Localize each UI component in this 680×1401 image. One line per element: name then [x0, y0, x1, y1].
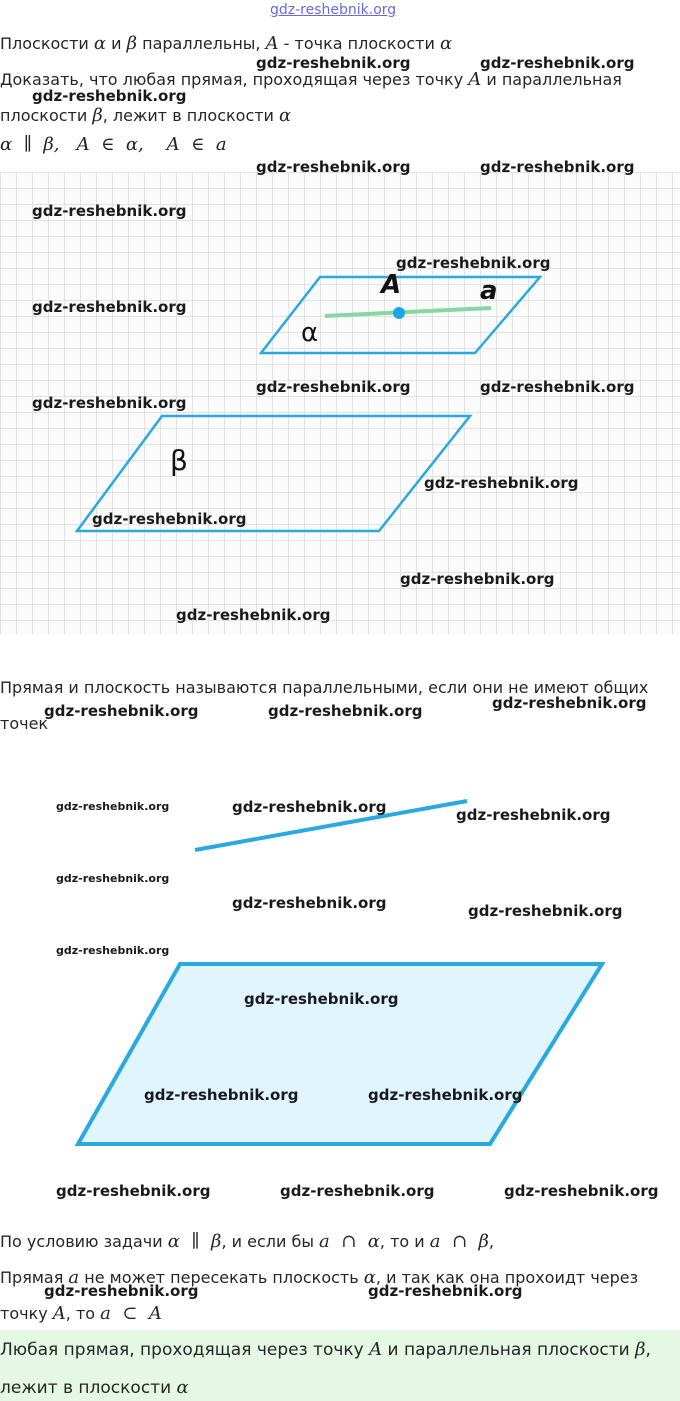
- watermark: gdz-reshebnik.org: [232, 798, 387, 816]
- watermark: gdz-reshebnik.org: [44, 1282, 199, 1300]
- statement-text: - точка плоскости: [278, 34, 440, 53]
- watermark: gdz-reshebnik.org: [368, 1086, 523, 1104]
- watermark: gdz-reshebnik.org: [480, 54, 635, 72]
- conclusion-text: , и так как она прохоидт через: [375, 1268, 639, 1287]
- alpha-symbol: α: [363, 1267, 376, 1288]
- condition-text: , и если бы: [221, 1232, 320, 1251]
- alpha-symbol: α: [279, 105, 292, 126]
- conclusion-line-2: [0, 1304, 162, 1324]
- alpha-symbol: α: [439, 33, 453, 54]
- watermark: gdz-reshebnik.org: [424, 474, 579, 492]
- watermark: gdz-reshebnik.org: [56, 944, 170, 957]
- watermark: gdz-reshebnik.org: [32, 202, 187, 220]
- watermark: gdz-reshebnik.org: [396, 254, 551, 272]
- condition-formula: a ∩ β: [429, 1231, 489, 1252]
- beta-symbol: β: [92, 105, 103, 126]
- condition-text: ,: [488, 1232, 494, 1251]
- conclusion-text: , то: [65, 1304, 101, 1323]
- condition-line: [0, 1232, 494, 1252]
- watermark: gdz-reshebnik.org: [56, 872, 170, 885]
- watermark: gdz-reshebnik.org: [368, 1282, 523, 1300]
- statement-text: Плоскости: [0, 34, 94, 53]
- answer-line-2: [0, 1378, 189, 1398]
- watermark: gdz-reshebnik.org: [480, 378, 635, 396]
- prove-text: плоскости: [0, 106, 93, 125]
- conclusion-text: Прямая: [0, 1268, 69, 1287]
- conclusion-text: точку: [0, 1304, 53, 1323]
- condition-formula: α ∥ β: [167, 1231, 222, 1252]
- watermark: gdz-reshebnik.org: [480, 158, 635, 176]
- answer-line-1: [0, 1340, 651, 1360]
- beta-symbol: β: [635, 1339, 646, 1360]
- point-A: [393, 307, 405, 319]
- line-parallel-plane-figure: [0, 780, 680, 1160]
- point-A-symbol: A: [369, 1339, 383, 1360]
- watermark: gdz-reshebnik.org: [32, 87, 187, 105]
- watermark: gdz-reshebnik.org: [244, 990, 399, 1008]
- watermark: gdz-reshebnik.org: [92, 510, 247, 528]
- condition-text: , то и: [379, 1232, 430, 1251]
- watermark: gdz-reshebnik.org: [176, 606, 331, 624]
- answer-text: ,: [645, 1340, 651, 1360]
- problem-statement: [0, 34, 452, 54]
- definition-line-1: Прямая и плоскость называются параллельными, если они не имеют общих: [0, 678, 649, 697]
- watermark-link[interactable]: gdz-reshebnik.org: [270, 2, 397, 18]
- point-A-symbol: A: [468, 69, 482, 90]
- watermark: gdz-reshebnik.org: [268, 702, 423, 720]
- condition-text: По условию задачи: [0, 1232, 168, 1251]
- statement-text: параллельны,: [137, 34, 266, 53]
- watermark: gdz-reshebnik.org: [32, 394, 187, 412]
- statement-text: и: [106, 34, 127, 53]
- watermark: gdz-reshebnik.org: [456, 806, 611, 824]
- conclusion-formula: a ⊂ A: [100, 1303, 162, 1324]
- beta-symbol: β: [126, 33, 138, 54]
- watermark: gdz-reshebnik.org: [280, 1182, 435, 1200]
- line-a: [325, 308, 491, 316]
- point-A-symbol: A: [52, 1303, 66, 1324]
- prove-text: Доказать, что любая прямая, проходящая через точку: [0, 70, 469, 89]
- label-A: A: [381, 270, 402, 300]
- given-formula: α ∥ β, A ∈ α, A ∈ a: [0, 134, 227, 155]
- watermark: gdz-reshebnik.org: [256, 378, 411, 396]
- alpha-symbol: α: [176, 1377, 189, 1398]
- answer-text: лежит в плоскости: [0, 1378, 177, 1398]
- watermark: gdz-reshebnik.org: [56, 800, 170, 813]
- prove-text: и параллельная: [481, 70, 622, 89]
- conclusion-text: не может пересекать плоскость: [79, 1268, 364, 1287]
- watermark: gdz-reshebnik.org: [144, 1086, 299, 1104]
- watermark: gdz-reshebnik.org: [44, 702, 199, 720]
- watermark: gdz-reshebnik.org: [504, 1182, 659, 1200]
- answer-text: и параллельная плоскости: [382, 1340, 636, 1360]
- line-a-symbol: a: [68, 1267, 80, 1288]
- prove-line-2: [0, 106, 291, 126]
- label-beta: β: [170, 444, 188, 477]
- watermark: gdz-reshebnik.org: [56, 1182, 211, 1200]
- point-A-symbol: A: [265, 33, 279, 54]
- condition-formula: a ∩ α: [319, 1231, 380, 1252]
- watermark: gdz-reshebnik.org: [256, 158, 411, 176]
- watermark: gdz-reshebnik.org: [492, 694, 647, 712]
- watermark: gdz-reshebnik.org: [468, 902, 623, 920]
- watermark: gdz-reshebnik.org: [232, 894, 387, 912]
- watermark: gdz-reshebnik.org: [32, 298, 187, 316]
- label-alpha: α: [301, 318, 319, 348]
- alpha-symbol: α: [93, 33, 107, 54]
- answer-text: Любая прямая, проходящая через точку: [0, 1340, 370, 1360]
- prove-text: , лежит в плоскости: [102, 106, 280, 125]
- label-a: a: [480, 276, 498, 306]
- watermark: gdz-reshebnik.org: [256, 54, 411, 72]
- watermark: gdz-reshebnik.org: [400, 570, 555, 588]
- definition-line-2: точек: [0, 714, 49, 733]
